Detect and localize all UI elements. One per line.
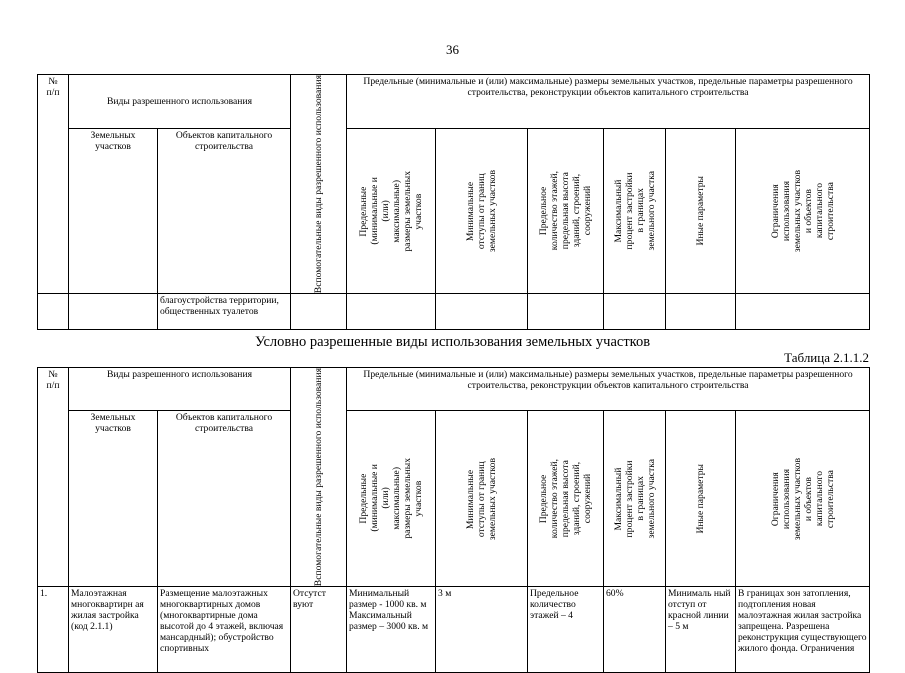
cell-size: Минимальный размер - 1000 кв. м Максимальный размер – 3000 кв. м (347, 587, 436, 673)
table-permitted-uses-continued (37, 74, 870, 330)
cell-objects: Размещение малоэтажных многоквартирных домов (многоквартирные дома высотой до 4 этажей, включая мансардный); обустройство спортивных (158, 587, 291, 673)
header-coverage: Максимальный процент застройки в границах земельного участка (604, 128, 666, 294)
header-size: Предельные (минимальные и (или) максимальные) размеры земельных участков (347, 128, 436, 294)
page-number: 36 (446, 42, 459, 57)
cell-land (69, 294, 158, 330)
header-usage: Виды разрешенного использования (69, 75, 291, 129)
header-land: Земельных участков (69, 128, 158, 294)
header-objects: Объектов капитального строительства (158, 128, 291, 294)
cell-setback: 3 м (436, 587, 528, 673)
cell-floors (528, 294, 604, 330)
header-other: Иные параметры (666, 128, 736, 294)
header-restrictions: Ограничения использования земельных участков и объектов капитального строительства (736, 128, 870, 294)
cell-setback (436, 294, 528, 330)
cell-aux: Отсутст вуют (291, 587, 347, 673)
table-row (38, 587, 870, 673)
header-objects: Объектов капитального строительства (158, 411, 291, 587)
header-floors: Предельное количество этажей, предельная высота зданий, строений, сооружений (528, 128, 604, 294)
cell-land: Малоэтажная многоквартирн ая жилая застройка (код 2.1.1) (69, 587, 158, 673)
cell-objects: благоустройства территории, общественных туалетов (158, 294, 291, 330)
header-aux: Вспомогательные виды разрешенного использования (291, 368, 347, 587)
header-restrictions: Ограничения использования земельных участков и объектов капитального строительства (736, 411, 870, 587)
cell-coverage: 60% (604, 587, 666, 673)
header-size: Предельные (минимальные и (или) максимальные) размеры земельных участков (347, 411, 436, 587)
header-num: № п/п (38, 75, 69, 294)
header-other: Иные параметры (666, 411, 736, 587)
cell-size (347, 294, 436, 330)
header-setback: Минимальные отступы от границ земельных участков (436, 411, 528, 587)
header-coverage: Максимальный процент застройки в границах земельного участка (604, 411, 666, 587)
header-land: Земельных участков (69, 411, 158, 587)
header-floors: Предельное количество этажей, предельная высота зданий, строений, сооружений (528, 411, 604, 587)
section-title: Условно разрешенные виды использования земельных участков (254, 334, 651, 350)
cell-restrictions (736, 294, 870, 330)
header-aux: Вспомогательные виды разрешенного использования (291, 75, 347, 294)
header-usage: Виды разрешенного использования (69, 368, 291, 411)
cell-num: 1. (38, 587, 69, 673)
cell-num (38, 294, 69, 330)
table-label: Таблица 2.1.1.2 (784, 350, 869, 365)
table-row (38, 294, 870, 330)
cell-restrictions: В границах зон затопления, подтопления новая малоэтажная жилая застройка запрещена. Разрешена реконструкция существующего жилого фонда. Ограничения (736, 587, 870, 673)
header-setback: Минимальные отступы от границ земельных участков (436, 128, 528, 294)
header-limits: Предельные (минимальные и (или) максимальные) размеры земельных участков, предельные параметры разрешенного строительства, реконструкции объектов капитального строительства (347, 368, 870, 411)
header-num: № п/п (38, 368, 69, 587)
cell-other: Минималь ный отступ от красной линии – 5 м (666, 587, 736, 673)
header-limits: Предельные (минимальные и (или) максимальные) размеры земельных участков, предельные параметры разрешенного строительства, реконструкции объектов капитального строительства (347, 75, 870, 129)
cell-aux (291, 294, 347, 330)
cell-coverage (604, 294, 666, 330)
table-conditional-uses (37, 367, 870, 673)
cell-floors: Предельное количество этажей – 4 (528, 587, 604, 673)
cell-other (666, 294, 736, 330)
